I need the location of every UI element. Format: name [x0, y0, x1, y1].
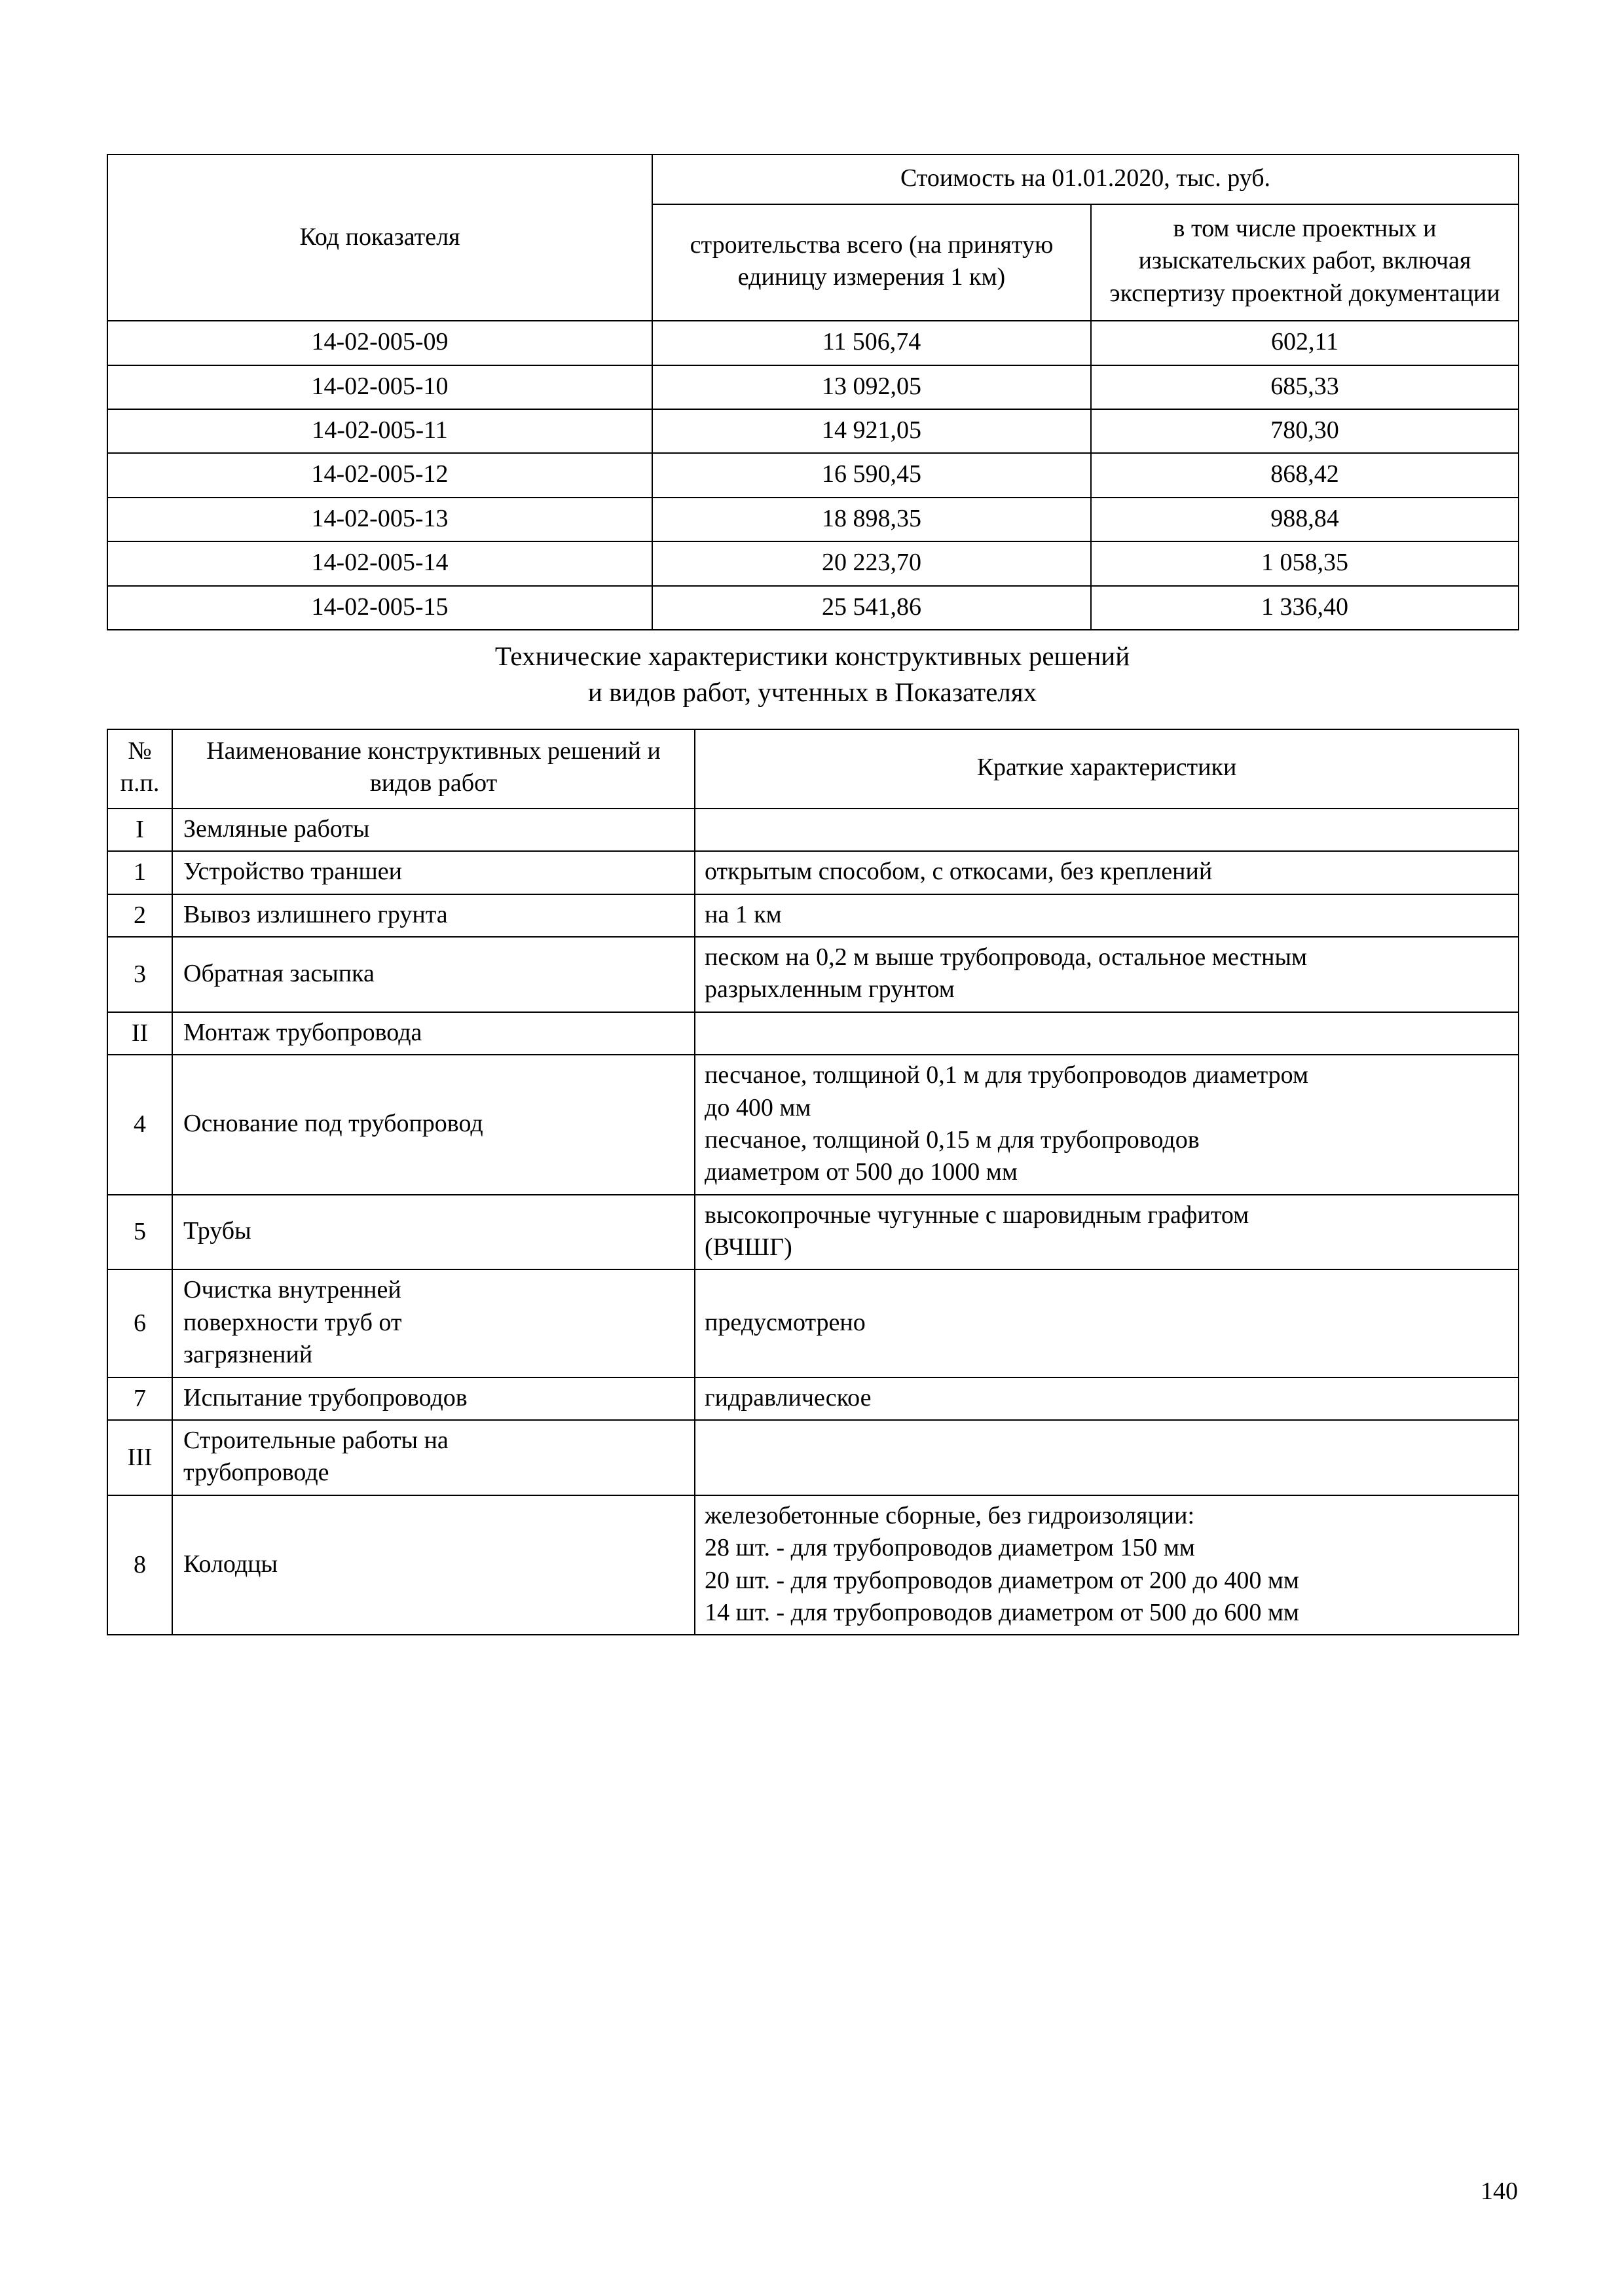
- tech-table-container: [107, 729, 1519, 1635]
- tech-cell-description-line: на 1 км: [705, 900, 782, 928]
- cost-cell-design: 1 336,40: [1091, 586, 1519, 630]
- cost-header-design: в том числе проектных и изыскательских работ, включая экспертизу проектной документации: [1091, 204, 1519, 321]
- tech-cell-description-line: разрыхленным грунтом: [705, 975, 955, 1004]
- tech-header-name-line2: решений и видов работ: [369, 737, 661, 797]
- tech-cell-number: 1: [107, 851, 172, 894]
- tech-cell-description-line: высокопрочные чугунные с шаровидным графитом: [705, 1201, 1249, 1229]
- tech-cell-description: [695, 809, 1519, 851]
- tech-cell-description: [695, 851, 1519, 894]
- tech-cell-description: [695, 1269, 1519, 1377]
- table-row: [107, 409, 1519, 453]
- table-row: [107, 1195, 1519, 1270]
- tech-cell-number: I: [107, 809, 172, 851]
- tech-cell-description: [695, 1012, 1519, 1055]
- tech-cell-description-line: (ВЧШГ): [705, 1233, 792, 1262]
- table-row: [107, 453, 1519, 497]
- tech-cell-number: 3: [107, 937, 172, 1012]
- tech-cell-number: 8: [107, 1495, 172, 1635]
- table-row: [107, 894, 1519, 937]
- table-row: [107, 1012, 1519, 1055]
- tech-cell-description: [695, 1377, 1519, 1420]
- tech-cell-name: [172, 809, 695, 851]
- tech-cell-number: 4: [107, 1055, 172, 1195]
- tech-cell-number: 5: [107, 1195, 172, 1270]
- tech-cell-name-line: загрязнений: [183, 1341, 313, 1369]
- tech-header-number-line2: п.п.: [120, 769, 160, 797]
- tech-cell-description-line: железобетонные сборные, без гидроизоляции:: [705, 1501, 1195, 1529]
- cost-cell-code: 14-02-005-09: [107, 321, 652, 365]
- cost-cell-design: 868,42: [1091, 453, 1519, 497]
- tech-cell-number: III: [107, 1420, 172, 1495]
- tech-header-name: [172, 729, 695, 809]
- tech-header-name-line1: Наименование конструктивных: [206, 737, 542, 765]
- table-row: [107, 498, 1519, 541]
- tech-cell-name-line: Строительные работы на: [183, 1427, 449, 1455]
- tech-cell-description-line: 14 шт. - для трубопроводов диаметром от 500 до 600 мм: [705, 1598, 1299, 1626]
- cost-table-body: [107, 321, 1519, 630]
- table-row: [107, 321, 1519, 365]
- tech-cell-number: II: [107, 1012, 172, 1055]
- tech-cell-description-line: песчаное, толщиной 0,1 м для трубопроводов диаметром: [705, 1061, 1309, 1089]
- section-heading: [107, 638, 1518, 710]
- cost-cell-total: 14 921,05: [652, 409, 1091, 453]
- tech-cell-name: [172, 1195, 695, 1270]
- page-number: 140: [1481, 2178, 1518, 2205]
- tech-cell-name-line: трубопроводе: [183, 1459, 329, 1487]
- tech-cell-description-line: гидравлическое: [705, 1383, 872, 1412]
- cost-header-code: [107, 155, 652, 321]
- cost-cell-design: 685,33: [1091, 365, 1519, 409]
- tech-cell-name-line: Испытание трубопроводов: [183, 1383, 468, 1412]
- cost-cell-total: 16 590,45: [652, 453, 1091, 497]
- cost-header-code-line2: показателя: [345, 223, 460, 251]
- tech-cell-name: [172, 1269, 695, 1377]
- technical-characteristics-table: [107, 729, 1519, 1635]
- cost-cell-design: 602,11: [1091, 321, 1519, 365]
- tech-cell-description-line: 20 шт. - для трубопроводов диаметром от 200 до 400 мм: [705, 1566, 1299, 1594]
- tech-table-header-row: [107, 729, 1519, 809]
- cost-table-container: [107, 154, 1519, 630]
- tech-cell-name: [172, 851, 695, 894]
- tech-cell-name-line: Основание под трубопровод: [183, 1110, 483, 1138]
- tech-cell-name: [172, 1495, 695, 1635]
- tech-cell-description-line: до 400 мм: [705, 1093, 811, 1121]
- cost-cell-total: 25 541,86: [652, 586, 1091, 630]
- table-row: [107, 586, 1519, 630]
- cost-cell-total: 18 898,35: [652, 498, 1091, 541]
- tech-cell-description: [695, 1420, 1519, 1495]
- cost-table-header: [107, 155, 1519, 321]
- tech-cell-description-line: предусмотрено: [705, 1308, 866, 1336]
- tech-cell-name-line: Вывоз излишнего грунта: [183, 900, 448, 928]
- tech-header-number: [107, 729, 172, 809]
- tech-table-header: [107, 729, 1519, 809]
- tech-cell-name: [172, 894, 695, 937]
- tech-cell-name-line: поверхности труб от: [183, 1308, 402, 1336]
- tech-cell-description-line: открытым способом, с откосами, без креплений: [705, 858, 1213, 886]
- table-row: [107, 937, 1519, 1012]
- cost-cell-total: 20 223,70: [652, 541, 1091, 585]
- cost-table-header-row-1: [107, 155, 1519, 204]
- table-row: [107, 1055, 1519, 1195]
- tech-cell-description: [695, 1495, 1519, 1635]
- cost-cell-code: 14-02-005-12: [107, 453, 652, 497]
- tech-cell-number: 6: [107, 1269, 172, 1377]
- tech-cell-description: [695, 894, 1519, 937]
- tech-cell-name: [172, 1055, 695, 1195]
- tech-cell-number: 7: [107, 1377, 172, 1420]
- table-row: [107, 365, 1519, 409]
- tech-header-description: Краткие характеристики: [695, 729, 1519, 809]
- tech-cell-name-line: Очистка внутренней: [183, 1276, 401, 1304]
- tech-cell-name: [172, 1420, 695, 1495]
- cost-cell-code: 14-02-005-15: [107, 586, 652, 630]
- cost-cell-code: 14-02-005-13: [107, 498, 652, 541]
- tech-cell-name: [172, 937, 695, 1012]
- tech-cell-description-line: 28 шт. - для трубопроводов диаметром 150 мм: [705, 1534, 1195, 1562]
- tech-cell-name: [172, 1377, 695, 1420]
- tech-cell-name: [172, 1012, 695, 1055]
- table-row: [107, 1495, 1519, 1635]
- cost-header-code-line1: Код: [299, 223, 340, 251]
- tech-table-body: [107, 809, 1519, 1635]
- tech-cell-description: [695, 1055, 1519, 1195]
- table-row: [107, 1420, 1519, 1495]
- cost-header-total: строительства всего (на принятую единицу измерения 1 км): [652, 204, 1091, 321]
- cost-cell-code: 14-02-005-14: [107, 541, 652, 585]
- tech-cell-name-line: Монтаж трубопровода: [183, 1018, 422, 1046]
- table-row: [107, 1377, 1519, 1420]
- tech-cell-description-line: песком на 0,2 м выше трубопровода, остальное местным: [705, 943, 1308, 971]
- tech-cell-description: [695, 937, 1519, 1012]
- table-row: [107, 541, 1519, 585]
- tech-cell-name-line: Земляные работы: [183, 814, 370, 843]
- table-row: [107, 851, 1519, 894]
- cost-cell-code: 14-02-005-10: [107, 365, 652, 409]
- tech-cell-description-line: песчаное, толщиной 0,15 м для трубопроводов: [705, 1125, 1200, 1154]
- section-heading-line1: Технические характеристики конструктивных решений: [494, 641, 1130, 671]
- cost-cell-total: 11 506,74: [652, 321, 1091, 365]
- cost-indicator-table: [107, 154, 1519, 630]
- table-row: [107, 1269, 1519, 1377]
- cost-cell-total: 13 092,05: [652, 365, 1091, 409]
- tech-cell-name-line: Устройство траншеи: [183, 858, 403, 886]
- tech-cell-name-line: Обратная засыпка: [183, 959, 375, 987]
- cost-cell-design: 780,30: [1091, 409, 1519, 453]
- tech-cell-name-line: Трубы: [183, 1217, 251, 1245]
- cost-cell-code: 14-02-005-11: [107, 409, 652, 453]
- tech-cell-name-line: Колодцы: [183, 1550, 278, 1578]
- section-heading-line2: и видов работ, учтенных в Показателях: [587, 676, 1037, 707]
- cost-header-cost-span: Стоимость на 01.01.2020, тыс. руб.: [652, 155, 1519, 204]
- tech-cell-description-line: диаметром от 500 до 1000 мм: [705, 1158, 1018, 1186]
- table-row: [107, 809, 1519, 851]
- cost-cell-design: 988,84: [1091, 498, 1519, 541]
- tech-header-number-line1: №: [128, 737, 152, 765]
- tech-cell-number: 2: [107, 894, 172, 937]
- tech-cell-description: [695, 1195, 1519, 1270]
- cost-cell-design: 1 058,35: [1091, 541, 1519, 585]
